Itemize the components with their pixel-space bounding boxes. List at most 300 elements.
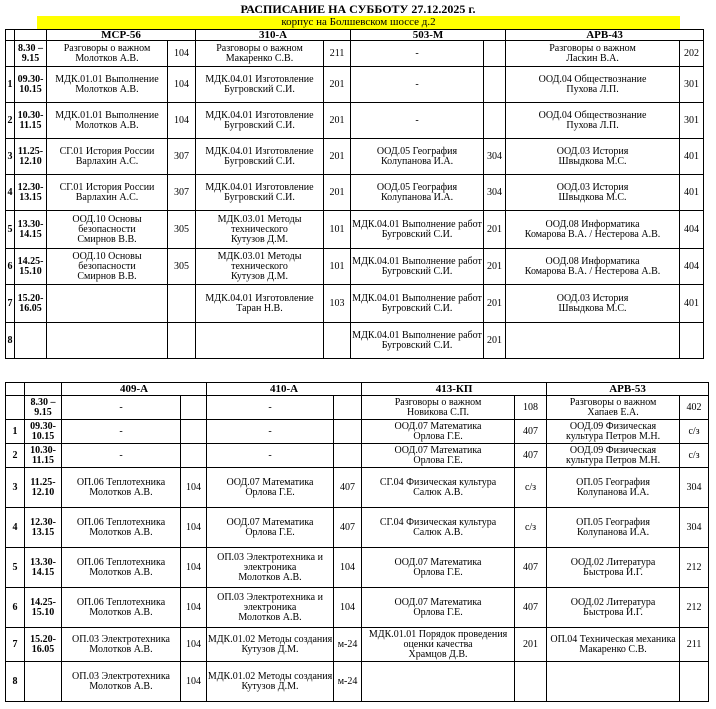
lesson-teacher: культура Петров М.Н.: [565, 430, 661, 442]
lesson-teacher: Бугровский С.И.: [224, 119, 295, 131]
lesson-cell: [62, 662, 181, 702]
lesson-subject: МДК.03.01 Методы технического: [217, 250, 302, 272]
lesson-teacher: Колупанова И.А.: [380, 191, 454, 203]
lesson-teacher: Макаренко С.В.: [579, 643, 647, 655]
schedule-row: [6, 103, 704, 139]
lesson-room: 103: [324, 285, 351, 323]
group-header: АРВ-53: [547, 383, 709, 396]
lesson-room: 307: [168, 139, 196, 175]
lesson-subject: МДК.04.01 Выполнение работ: [352, 292, 482, 304]
lesson-teacher: Пухова Л.П.: [566, 119, 619, 131]
lesson-teacher: Колупанова И.А.: [576, 526, 650, 538]
lesson-cell: [547, 444, 680, 468]
lesson-cell: [62, 468, 181, 508]
lesson-cell: [47, 249, 168, 285]
lesson-teacher: Бугровский С.И.: [381, 339, 453, 351]
lesson-subject: СГ.01 История России: [59, 181, 155, 193]
lesson-room: [334, 396, 362, 420]
lesson-subject: Разговоры о важном: [549, 42, 636, 54]
lesson-subject: ОП.06 Теплотехника: [76, 556, 166, 568]
lesson-cell: [362, 396, 515, 420]
lesson-cell: [196, 323, 324, 359]
lesson-room: 407: [515, 444, 547, 468]
lesson-cell: [47, 67, 168, 103]
lesson-teacher: Молотков А.В.: [89, 680, 153, 692]
lesson-cell: [47, 41, 168, 67]
lesson-subject: ОП.03 Электротехника: [72, 670, 170, 682]
lesson-room: м-24: [334, 628, 362, 662]
lesson-teacher: Кутузов Д.М.: [241, 680, 299, 692]
schedule-row: [6, 41, 704, 67]
lesson-room: [484, 67, 506, 103]
lesson-subject: ООД.09 Физическая: [569, 444, 657, 456]
group-header: 503-М: [351, 30, 506, 41]
lesson-number: 1: [6, 420, 25, 444]
lesson-number: 7: [6, 628, 25, 662]
lesson-subject: Разговоры о важном: [216, 42, 303, 54]
lesson-number: [6, 396, 25, 420]
lesson-teacher: Бугровский С.И.: [381, 302, 453, 314]
lesson-number: 7: [6, 285, 15, 323]
lesson-cell: [362, 548, 515, 588]
lesson-cell: [47, 175, 168, 211]
schedule-row: [6, 588, 709, 628]
lesson-cell: [47, 139, 168, 175]
schedule-row: [6, 211, 704, 249]
lesson-room: [168, 323, 196, 359]
lesson-cell: [506, 249, 680, 285]
lesson-room: [680, 662, 709, 702]
lesson-room: [334, 444, 362, 468]
lesson-room: 104: [168, 103, 196, 139]
schedule-row: [6, 249, 704, 285]
lesson-subject: ОП.03 Электротехника и электроника: [217, 551, 323, 573]
lesson-subject: СГ.04 Физическая культура: [379, 476, 497, 488]
lesson-teacher: Быстрова И.Г.: [583, 566, 643, 578]
lesson-room: 404: [680, 211, 704, 249]
lesson-teacher: Пухова Л.П.: [566, 83, 619, 95]
lesson-cell: [351, 41, 484, 67]
lesson-subject: ООД.07 Математика: [394, 596, 482, 608]
lesson-cell: [547, 396, 680, 420]
lesson-cell: [196, 175, 324, 211]
lesson-number: 4: [6, 508, 25, 548]
lesson-subject: ООД.02 Литература: [570, 556, 656, 568]
lesson-room: [181, 444, 207, 468]
lesson-teacher: Таран Н.В.: [236, 302, 283, 314]
lesson-cell: [196, 211, 324, 249]
lesson-teacher: Кутузов Д.М.: [231, 270, 288, 282]
lesson-cell: [62, 628, 181, 662]
lesson-cell: [62, 548, 181, 588]
lesson-subject: ОП.03 Электротехника: [72, 633, 170, 645]
lesson-number: [6, 41, 15, 67]
lesson-cell: [207, 508, 334, 548]
lesson-room: [324, 323, 351, 359]
lesson-room: 305: [168, 211, 196, 249]
lesson-cell: [62, 396, 181, 420]
lesson-teacher: культура Петров М.Н.: [565, 454, 661, 466]
lesson-room: с/з: [680, 420, 709, 444]
lesson-subject: ООД.03 История: [556, 181, 629, 193]
lesson-room: с/з: [515, 468, 547, 508]
lesson-cell: [207, 548, 334, 588]
blank-header: [6, 383, 25, 396]
lesson-teacher: Комарова В.А. / Нестерова А.В.: [524, 265, 661, 277]
lesson-teacher: Орлова Г.Е.: [413, 606, 463, 618]
lesson-cell: [47, 103, 168, 139]
time-header: [15, 30, 47, 41]
lesson-time: 14.25- 15.10: [25, 588, 62, 628]
lesson-room: [181, 396, 207, 420]
lesson-room: 304: [484, 175, 506, 211]
group-header: 310-А: [196, 30, 351, 41]
lesson-subject: ООД.02 Литература: [570, 596, 656, 608]
lesson-subject: -: [268, 401, 272, 413]
lesson-cell: [207, 420, 334, 444]
lesson-cell: [207, 444, 334, 468]
lesson-room: 201: [484, 285, 506, 323]
schedule-body: [6, 396, 709, 702]
schedule-row: [6, 175, 704, 211]
lesson-subject: -: [119, 425, 123, 437]
lesson-teacher: Орлова Г.Е.: [245, 526, 295, 538]
lesson-room: [484, 41, 506, 67]
schedule-row: [6, 628, 709, 662]
lesson-room: [334, 420, 362, 444]
group-header: АРВ-43: [506, 30, 704, 41]
lesson-room: 201: [484, 211, 506, 249]
schedule-row: [6, 444, 709, 468]
lesson-teacher: Комарова В.А. / Нестерова А.В.: [524, 228, 661, 240]
lesson-room: 401: [680, 139, 704, 175]
lesson-teacher: Смирнов В.В.: [77, 233, 137, 245]
lesson-number: 8: [6, 662, 25, 702]
lesson-cell: [351, 175, 484, 211]
lesson-subject: МДК.04.01 Изготовление: [205, 73, 314, 85]
lesson-subject: МДК.04.01 Изготовление: [205, 109, 314, 121]
lesson-subject: СГ.04 Физическая культура: [379, 516, 497, 528]
group-header: 410-А: [207, 383, 362, 396]
lesson-teacher: Бугровский С.И.: [224, 155, 295, 167]
lesson-teacher: Салюк А.В.: [413, 486, 463, 498]
lesson-cell: [547, 508, 680, 548]
lesson-subject: СГ.01 История России: [59, 145, 155, 157]
lesson-time: 09.30- 10.15: [15, 67, 47, 103]
lesson-cell: [207, 396, 334, 420]
lesson-cell: [196, 41, 324, 67]
lesson-cell: [351, 103, 484, 139]
lesson-time: [25, 662, 62, 702]
lesson-teacher: Молотков А.В.: [75, 83, 139, 95]
lesson-teacher: Ласкин В.А.: [566, 52, 619, 64]
lesson-room: с/з: [680, 444, 709, 468]
lesson-subject: -: [415, 114, 419, 126]
lesson-room: 401: [680, 175, 704, 211]
lesson-time: 10.30- 11.15: [25, 444, 62, 468]
lesson-teacher: Храмцов Д.В.: [408, 648, 468, 660]
group-header-row: [6, 30, 704, 41]
schedule-row: [6, 508, 709, 548]
lesson-room: 407: [334, 468, 362, 508]
lesson-time: 8.30 – 9.15: [25, 396, 62, 420]
lesson-teacher: Макаренко С.В.: [225, 52, 294, 64]
lesson-cell: [506, 175, 680, 211]
lesson-room: 211: [680, 628, 709, 662]
schedule-row: [6, 662, 709, 702]
lesson-subject: МДК.04.01 Изготовление: [205, 181, 314, 193]
lesson-subject: ООД.09 Физическая: [569, 420, 657, 432]
lesson-teacher: Смирнов В.В.: [77, 270, 137, 282]
lesson-time: 13.30- 14.15: [15, 211, 47, 249]
schedule-table-2: [5, 382, 709, 702]
lesson-cell: [506, 139, 680, 175]
lesson-room: 307: [168, 175, 196, 211]
lesson-teacher: Варлахин А.С.: [75, 155, 139, 167]
lesson-room: 404: [680, 249, 704, 285]
lesson-cell: [47, 323, 168, 359]
lesson-cell: [351, 211, 484, 249]
lesson-room: [181, 420, 207, 444]
lesson-subject: -: [119, 401, 123, 413]
lesson-time: 11.25- 12.10: [25, 468, 62, 508]
schedule-row: [6, 548, 709, 588]
lesson-number: 3: [6, 139, 15, 175]
lesson-room: 104: [168, 41, 196, 67]
schedule-body: [6, 41, 704, 359]
lesson-teacher: Варлахин А.С.: [75, 191, 139, 203]
lesson-cell: [62, 420, 181, 444]
lesson-cell: [351, 285, 484, 323]
lesson-time: 11.25- 12.10: [15, 139, 47, 175]
lesson-cell: [506, 211, 680, 249]
lesson-room: 304: [484, 139, 506, 175]
schedule-row: [6, 139, 704, 175]
lesson-subject: МДК.01.02 Методы создания: [207, 670, 333, 682]
lesson-time: 8.30 – 9.15: [15, 41, 47, 67]
lesson-subject: Разговоры о важном: [394, 396, 482, 408]
lesson-number: 5: [6, 211, 15, 249]
lesson-cell: [47, 285, 168, 323]
lesson-subject: ООД.07 Математика: [226, 476, 314, 488]
lesson-teacher: Орлова Г.Е.: [413, 566, 463, 578]
lesson-cell: [207, 468, 334, 508]
page-title: РАСПИСАНИЕ НА СУББОТУ 27.12.2025 г.: [240, 2, 476, 16]
lesson-room: 202: [680, 41, 704, 67]
lesson-room: 104: [181, 508, 207, 548]
lesson-subject: ОП.04 Техническая механика: [550, 633, 676, 645]
lesson-cell: [196, 285, 324, 323]
schedule-row: [6, 468, 709, 508]
lesson-room: 304: [680, 508, 709, 548]
lesson-teacher: Кутузов Д.М.: [241, 643, 299, 655]
lesson-cell: [506, 67, 680, 103]
lesson-teacher: Бугровский С.И.: [224, 191, 295, 203]
lesson-room: 104: [168, 67, 196, 103]
lesson-room: 407: [515, 548, 547, 588]
lesson-room: 104: [181, 588, 207, 628]
lesson-subject: ОП.06 Теплотехника: [76, 596, 166, 608]
lesson-cell: [547, 420, 680, 444]
lesson-cell: [506, 41, 680, 67]
lesson-teacher: Молотков А.В.: [89, 486, 153, 498]
lesson-number: 4: [6, 175, 15, 211]
lesson-subject: ООД.04 Обществознание: [538, 109, 647, 121]
lesson-number: 1: [6, 67, 15, 103]
lesson-teacher: Хапаев Е.А.: [587, 406, 639, 418]
lesson-subject: МДК.04.01 Выполнение работ: [352, 218, 482, 230]
lesson-teacher: Молотков А.В.: [238, 611, 302, 623]
lesson-cell: [547, 548, 680, 588]
lesson-cell: [506, 103, 680, 139]
lesson-cell: [362, 662, 515, 702]
lesson-cell: [47, 211, 168, 249]
lesson-room: 104: [181, 662, 207, 702]
lesson-room: 104: [334, 588, 362, 628]
lesson-room: 104: [334, 548, 362, 588]
lesson-cell: [207, 628, 334, 662]
lesson-teacher: Швыдкова М.С.: [558, 191, 627, 203]
lesson-cell: [207, 662, 334, 702]
lesson-subject: МДК.01.02 Методы создания: [207, 633, 333, 645]
lesson-teacher: Швыдкова М.С.: [558, 155, 627, 167]
lesson-room: 304: [680, 468, 709, 508]
lesson-number: 2: [6, 103, 15, 139]
schedule-row: [6, 420, 709, 444]
lesson-cell: [362, 420, 515, 444]
lesson-cell: [506, 323, 680, 359]
lesson-teacher: Швыдкова М.С.: [558, 302, 627, 314]
lesson-room: 201: [484, 323, 506, 359]
lesson-cell: [547, 588, 680, 628]
lesson-cell: [62, 444, 181, 468]
lesson-subject: ООД.05 География: [376, 181, 458, 193]
lesson-time: 12.30- 13.15: [25, 508, 62, 548]
lesson-number: 6: [6, 588, 25, 628]
lesson-cell: [351, 139, 484, 175]
lesson-room: [484, 103, 506, 139]
lesson-cell: [362, 444, 515, 468]
lesson-room: 201: [324, 139, 351, 175]
lesson-time: 09.30- 10.15: [25, 420, 62, 444]
lesson-time: [15, 323, 47, 359]
schedule-row: [6, 323, 704, 359]
lesson-subject: -: [268, 449, 272, 461]
lesson-room: 301: [680, 67, 704, 103]
lesson-time: 12.30- 13.15: [15, 175, 47, 211]
blank-header: [6, 30, 15, 41]
group-header-row: [6, 383, 709, 396]
lesson-cell: [351, 323, 484, 359]
lesson-number: 2: [6, 444, 25, 468]
lesson-cell: [362, 508, 515, 548]
lesson-room: 104: [181, 628, 207, 662]
lesson-cell: [351, 249, 484, 285]
lesson-room: 201: [324, 103, 351, 139]
lesson-subject: ООД.08 Информатика: [545, 255, 640, 267]
lesson-number: 3: [6, 468, 25, 508]
lesson-number: 6: [6, 249, 15, 285]
lesson-room: 201: [515, 628, 547, 662]
lesson-room: 101: [324, 249, 351, 285]
lesson-number: 8: [6, 323, 15, 359]
lesson-room: 201: [484, 249, 506, 285]
lesson-room: 211: [324, 41, 351, 67]
schedule-row: [6, 396, 709, 420]
lesson-room: с/з: [515, 508, 547, 548]
lesson-subject: МДК.01.01 Порядок проведения оценки качества: [368, 628, 508, 650]
lesson-cell: [196, 67, 324, 103]
lesson-time: 13.30- 14.15: [25, 548, 62, 588]
lesson-cell: [362, 468, 515, 508]
lesson-teacher: Молотков А.В.: [238, 571, 302, 583]
lesson-room: 305: [168, 249, 196, 285]
lesson-teacher: Орлова Г.Е.: [413, 430, 463, 442]
lesson-time: 14.25- 15.10: [15, 249, 47, 285]
schedule-row: [6, 67, 704, 103]
lesson-cell: [196, 103, 324, 139]
lesson-cell: [196, 139, 324, 175]
lesson-subject: МДК.04.01 Выполнение работ: [352, 329, 482, 341]
group-header: МСР-56: [47, 30, 196, 41]
lesson-subject: ООД.03 История: [556, 145, 629, 157]
lesson-cell: [506, 285, 680, 323]
lesson-subject: МДК.01.01 Выполнение: [55, 109, 159, 121]
lesson-subject: ОП.06 Теплотехника: [76, 476, 166, 488]
lesson-subject: МДК.04.01 Изготовление: [205, 292, 314, 304]
lesson-teacher: Молотков А.В.: [89, 526, 153, 538]
lesson-subject: ООД.07 Математика: [394, 420, 482, 432]
lesson-room: [680, 323, 704, 359]
lesson-room: 104: [181, 468, 207, 508]
lesson-time: 15.20- 16.05: [15, 285, 47, 323]
lesson-time: 10.30- 11.15: [15, 103, 47, 139]
lesson-cell: [351, 67, 484, 103]
lesson-room: [168, 285, 196, 323]
lesson-subject: ООД.10 Основы безопасности: [72, 213, 142, 235]
lesson-room: 301: [680, 103, 704, 139]
lesson-subject: МДК.03.01 Методы технического: [217, 213, 302, 235]
lesson-cell: [362, 588, 515, 628]
lesson-subject: ООД.08 Информатика: [545, 218, 640, 230]
lesson-teacher: Колупанова И.А.: [576, 486, 650, 498]
lesson-teacher: Кутузов Д.М.: [231, 233, 288, 245]
lesson-room: 407: [334, 508, 362, 548]
lesson-subject: -: [119, 449, 123, 461]
lesson-subject: Разговоры о важном: [569, 396, 657, 408]
time-header: [25, 383, 62, 396]
lesson-room: 104: [181, 548, 207, 588]
lesson-teacher: Салюк А.В.: [413, 526, 463, 538]
lesson-subject: ООД.04 Обществознание: [538, 73, 647, 85]
lesson-teacher: Колупанова И.А.: [380, 155, 454, 167]
lesson-subject: ОП.06 Теплотехника: [76, 516, 166, 528]
lesson-number: 5: [6, 548, 25, 588]
lesson-cell: [196, 249, 324, 285]
lesson-teacher: Молотков А.В.: [89, 566, 153, 578]
lesson-subject: МДК.04.01 Выполнение работ: [352, 255, 482, 267]
lesson-cell: [207, 588, 334, 628]
lesson-cell: [547, 628, 680, 662]
building-banner: корпус на Болшевском шоссе д.2: [37, 16, 680, 29]
schedule-row: [6, 285, 704, 323]
lesson-teacher: Молотков А.В.: [89, 606, 153, 618]
lesson-room: 402: [680, 396, 709, 420]
lesson-room: [515, 662, 547, 702]
lesson-teacher: Орлова Г.Е.: [245, 486, 295, 498]
lesson-room: 101: [324, 211, 351, 249]
lesson-subject: ООД.07 Математика: [394, 556, 482, 568]
